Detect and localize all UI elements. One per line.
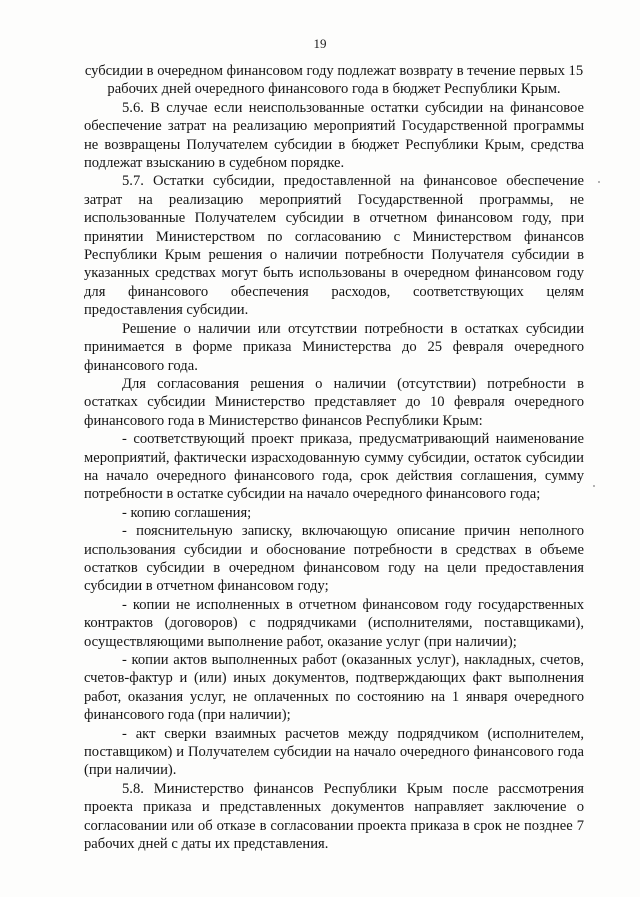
list-item-draft-order: - соответствующий проект приказа, предусматривающий наименование мероприятий, фактически израсходованную сумму субсидии, остаток субсидии на начало очередного финансового года, срок действия соглашения, сумму потребности в остатке субсидии на начало очередного финансового года;	[84, 431, 584, 503]
list-item-contract-copies: - копии не исполненных в отчетном финансовом году государственных контрактов (договоров) с подрядчиками (исполнителями, поставщиками), осуществляющими выполнение работ, оказание услуг (при наличии);	[84, 596, 584, 650]
paragraph-continuation: субсидии в очередном финансовом году подлежат возврату в течение первых 15 рабочих дней очередного финансового года в бюджет Республики Крым.	[84, 63, 584, 98]
paragraph-decision: Решение о наличии или отсутствии потребности в остатках субсидии принимается в форме приказа Министерства до 25 февраля очередного финансового года.	[84, 320, 584, 374]
paragraph-5-6: 5.6. В случае если неиспользованные остатки субсидии на финансовое обеспечение затрат на реализацию мероприятий Государственной программы не возвращены Получателем субсидии в бюджет Республики Крым, средства подлежат взысканию в судебном порядке.	[84, 99, 584, 172]
list-item-reconciliation-act: - акт сверки взаимных расчетов между подрядчиком (исполнителем, поставщиком) и Получателем субсидии на начало очередного финансового года (при наличии).	[84, 725, 584, 779]
document-body	[84, 62, 584, 853]
list-item-explanatory-note: - пояснительную записку, включающую описание причин неполного использования субсидии и обоснование потребности в средствах в объеме остатков субсидии в очередном финансовом году на цели предоставления субсидии в отчетном финансовом году;	[84, 523, 584, 595]
scan-speck	[598, 181, 600, 183]
scan-speck	[593, 485, 595, 487]
page-number: 19	[313, 36, 327, 51]
paragraph-5-7: 5.7. Остатки субсидии, предоставленной на финансовое обеспечение затрат на реализацию мероприятий Государственной программы, не использованные Получателем субсидии в отчетном финансовом году, при принятии Министерством по согласованию с Министерством финансов Республики Крым решения о наличии потребности Получателя субсидии в указанных средствах могут быть использованы в очередном финансовом году для финансового обеспечения расходов, соответствующих целям предоставления субсидии.	[84, 173, 584, 319]
paragraph-5-8: 5.8. Министерство финансов Республики Крым после рассмотрения проекта приказа и представленных документов направляет заключение о согласовании или об отказе в согласовании проекта приказа в срок не позднее 7 рабочих дней с даты их представления.	[84, 780, 584, 853]
paragraph-approval: Для согласования решения о наличии (отсутствии) потребности в остатках субсидии Министерство представляет до 10 февраля очередного финансового года в Министерство финансов Республики Крым:	[84, 375, 584, 429]
list-item-agreement-copy: - копию соглашения;	[122, 504, 252, 521]
list-item-act-copies: - копии актов выполненных работ (оказанных услуг), накладных, счетов, счетов-фактур и (или) иных документов, подтверждающих факт выполнения работ, оказания услуг, не оплаченных по состоянию на 1 января очередного финансового года (при наличии);	[84, 652, 584, 724]
